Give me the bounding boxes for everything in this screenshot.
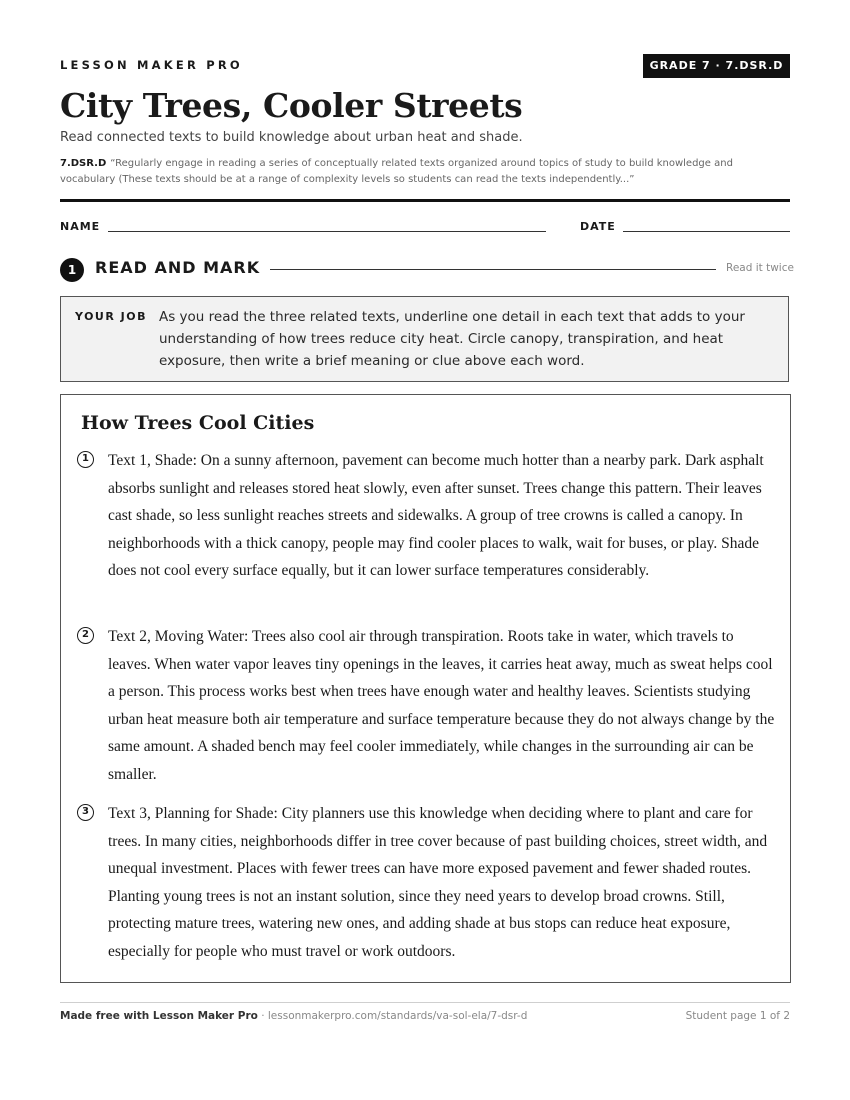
footer-credit	[60, 1010, 527, 1022]
grade-badge: GRADE 7 · 7.DSR.D	[643, 54, 790, 78]
section-title: READ AND MARK	[95, 258, 261, 277]
paragraph-number-3: 3	[77, 804, 94, 821]
paragraph-text-2: Text 2, Moving Water: Trees also cool air through transpiration. Roots take in water, which travels to leaves. When water vapor leaves tiny openings in the leaves, it carries heat away, much as sweat helps cool a person. This process works best when trees have enough water and healthy leaves. Scientists studying urban heat measure both air temperature and surface temperature because they do not always change by the same amount. A shaded bench may feel cooler immediately, while changes in the surrounding air can be smaller.	[108, 628, 775, 783]
page-title: City Trees, Cooler Streets	[60, 86, 523, 125]
section-note: Read it twice	[726, 262, 794, 274]
standard-code: 7.DSR.D	[60, 158, 107, 169]
paragraph-text-1: Text 1, Shade: On a sunny afternoon, pavement can become much hotter than a nearby park. Dark asphalt absorbs sunlight and releases stored heat slowly, even after sunset. Trees change this pattern. Their leaves cast shade, so less sunlight reaches streets and sidewalks. A group of tree crowns is called a canopy. In neighborhoods with a thick canopy, people may find cooler places to walk, wait for buses, or play. Shade does not cool every surface equally, but it can lower surface temperatures considerably.	[108, 452, 764, 580]
date-field[interactable]	[623, 231, 790, 232]
name-field[interactable]	[108, 231, 546, 232]
standard-description	[60, 156, 790, 188]
section-divider	[270, 269, 716, 270]
instructions-text: As you read the three related texts, underline one detail in each text that adds to your understanding of how trees reduce city heat. Circle canopy, transpiration, and heat exposure, then write a brief meaning or clue above each word.	[159, 309, 745, 369]
footer-page-number: Student page 1 of 2	[685, 1010, 790, 1022]
footer-url[interactable]: · lessonmakerpro.com/standards/va-sol-ela/7-dsr-d	[257, 1010, 528, 1022]
reading-title: How Trees Cool Cities	[81, 412, 315, 434]
footer-divider	[60, 1002, 790, 1003]
section-number-badge: 1	[60, 258, 84, 282]
standard-text: “Regularly engage in reading a series of conceptually related texts organized around topics of study to build knowledge and vocabulary (These texts should be at a range of complexity levels so students can read the texts independently...”	[60, 158, 733, 185]
page-subtitle: Read connected texts to build knowledge about urban heat and shade.	[60, 130, 523, 145]
instructions-label: YOUR JOB	[75, 310, 147, 323]
paragraph-number-1: 1	[77, 451, 94, 468]
header-divider	[60, 199, 790, 202]
paragraph-number-2: 2	[77, 627, 94, 644]
name-label: NAME	[60, 220, 101, 233]
paragraph-text-3: Text 3, Planning for Shade: City planners use this knowledge when deciding where to plant and care for trees. In many cities, neighborhoods differ in tree cover because of past building choices, street width, and unequal investment. Places with fewer trees can have more exposed pavement and fewer shaded routes. Planting young trees is not an instant solution, since they need years to develop broad crowns. Still, protecting mature trees, watering new ones, and adding shade at bus stops can reduce heat exposure, especially for people who must travel or work outdoors.	[108, 805, 768, 960]
brand-name: LESSON MAKER PRO	[60, 58, 243, 72]
footer-made-with: Made free with Lesson Maker Pro	[60, 1010, 258, 1022]
date-label: DATE	[580, 220, 616, 233]
